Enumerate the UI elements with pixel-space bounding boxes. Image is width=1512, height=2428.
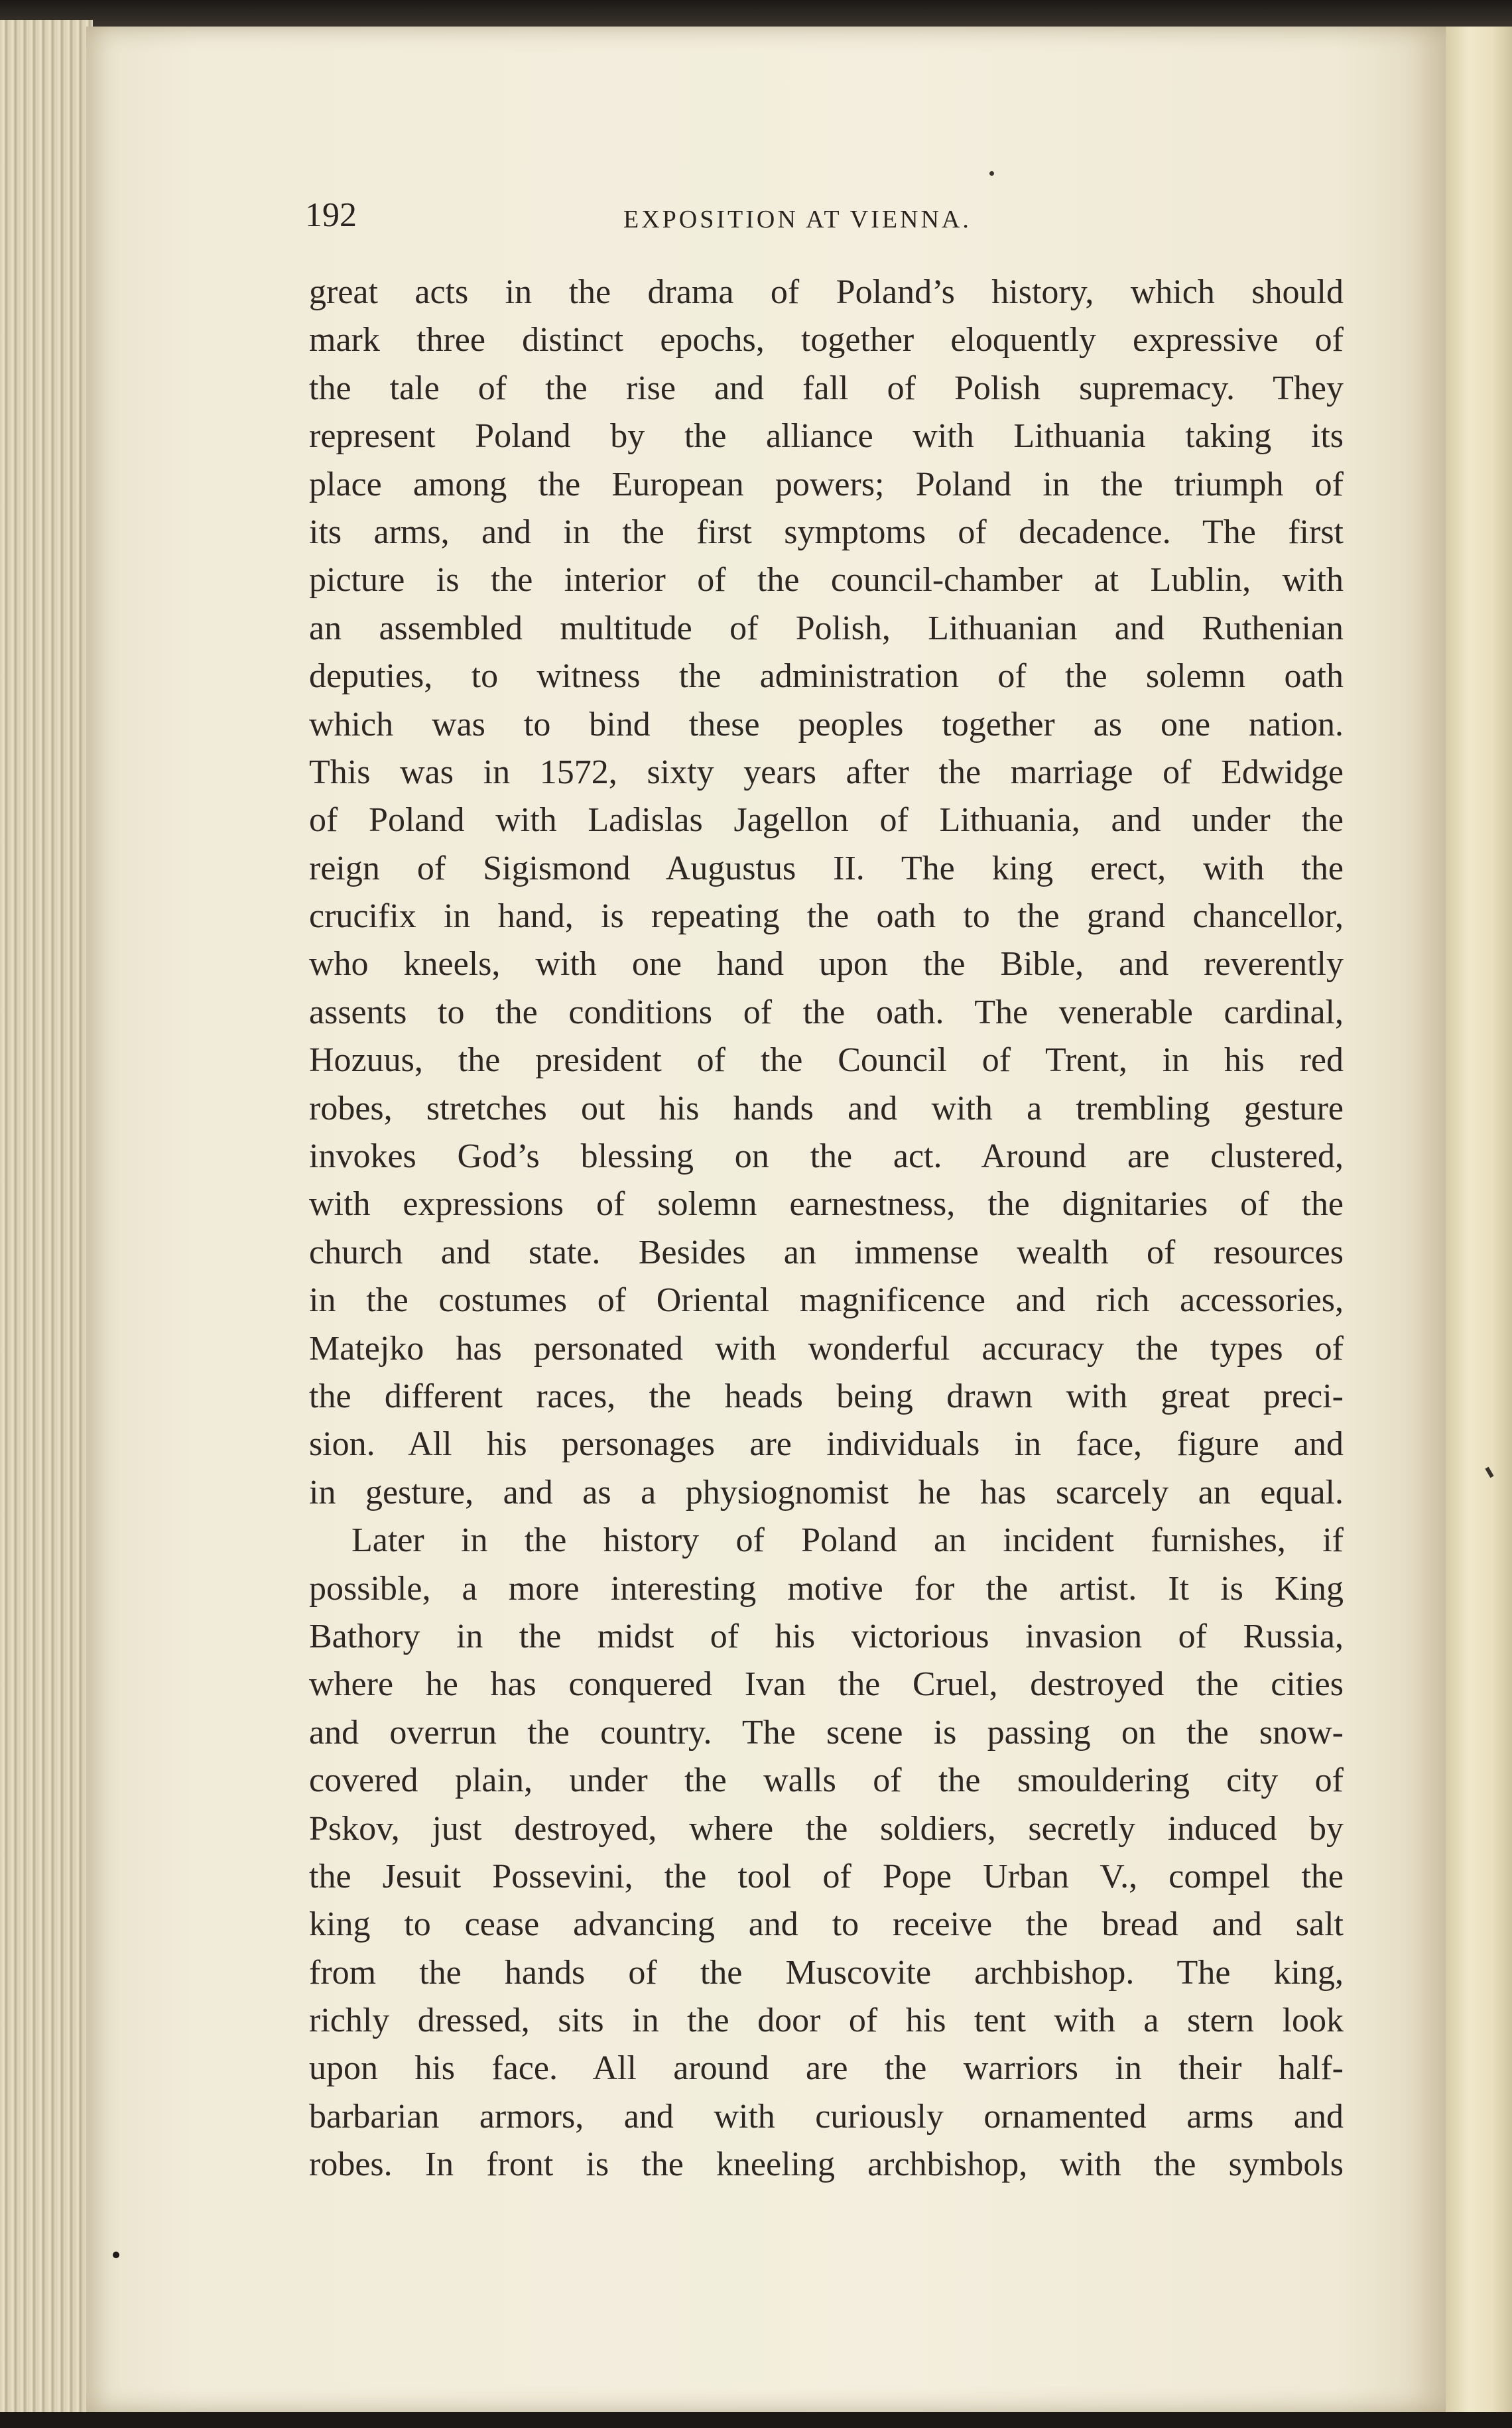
text-line: robes. In front is the kneeling archbishop, with the symbols — [309, 2145, 1344, 2184]
text-line: upon his face. All around are the warriors in their half- — [309, 2049, 1344, 2088]
text-line: possible, a more interesting motive for the artist. It is King — [309, 1569, 1344, 1608]
text-line: and overrun the country. The scene is passing on the snow- — [309, 1713, 1344, 1752]
text-line: which was to bind these peoples together as one nation. — [309, 705, 1344, 743]
text-line: the Jesuit Possevini, the tool of Pope Urban V., compel the — [309, 1857, 1344, 1895]
scan-top-border — [0, 0, 1512, 27]
text-line: where he has conquered Ivan the Cruel, destroyed the cities — [309, 1665, 1344, 1704]
text-line: its arms, and in the first symptoms of decadence. The first — [309, 513, 1344, 551]
running-head: EXPOSITION AT VIENNA. — [623, 206, 972, 233]
text-line: Pskov, just destroyed, where the soldiers, secretly induced by — [309, 1809, 1344, 1848]
text-line: the tale of the rise and fall of Polish supremacy. They — [309, 369, 1344, 407]
text-line: barbarian armors, and with curiously ornamented arms and — [309, 2097, 1344, 2136]
text-line: robes, stretches out his hands and with a trembling gesture — [309, 1089, 1344, 1127]
text-line: represent Poland by the alliance with Lithuania taking its — [309, 417, 1344, 456]
text-line: invokes God’s blessing on the act. Around are clustered, — [309, 1137, 1344, 1176]
page-number: 192 — [305, 196, 357, 234]
text-line: an assembled multitude of Polish, Lithuanian and Ruthenian — [309, 609, 1344, 647]
body-text — [309, 269, 1344, 2189]
text-line: crucifix in hand, is repeating the oath to the grand chancellor, — [309, 897, 1344, 936]
text-line: place among the European powers; Poland in the triumph of — [309, 465, 1344, 503]
text-line: reign of Sigismond Augustus II. The king erect, with the — [309, 849, 1344, 887]
right-page-edge — [1446, 27, 1512, 2412]
text-line: who kneels, with one hand upon the Bible, and reverently — [309, 945, 1344, 984]
left-page-edges — [0, 20, 93, 2414]
text-line: in the costumes of Oriental magnificence and rich accessories, — [309, 1281, 1344, 1320]
text-line: church and state. Besides an immense wealth of resources — [309, 1233, 1344, 1271]
text-line: of Poland with Ladislas Jagellon of Lithuania, and under the — [309, 801, 1344, 840]
scan-bottom-border — [0, 2412, 1512, 2428]
text-line: richly dressed, sits in the door of his tent with a stern look — [309, 2002, 1344, 2040]
text-line: sion. All his personages are individuals in face, figure and — [309, 1425, 1344, 1464]
text-line: king to cease advancing and to receive the bread and salt — [309, 1905, 1344, 1944]
text-line: mark three distinct epochs, together eloquently expressive of — [309, 321, 1344, 359]
text-line: Hozuus, the president of the Council of Trent, in his red — [309, 1041, 1344, 1080]
text-line: with expressions of solemn earnestness, the dignitaries of the — [309, 1185, 1344, 1224]
text-line: assents to the conditions of the oath. The venerable cardinal, — [309, 993, 1344, 1031]
text-line: deputies, to witness the administration of the solemn oath — [309, 657, 1344, 696]
margin-dot — [113, 2252, 119, 2258]
page-header — [305, 196, 1326, 249]
text-line: covered plain, under the walls of the smouldering city of — [309, 1761, 1344, 1800]
text-line: Bathory in the midst of his victorious invasion of Russia, — [309, 1617, 1344, 1655]
text-line: picture is the interior of the council-chamber at Lublin, with — [309, 561, 1344, 600]
text-line: in gesture, and as a physiognomist he has scarcely an equal. — [309, 1473, 1344, 1511]
text-line: This was in 1572, sixty years after the marriage of Edwidge — [309, 753, 1344, 791]
text-line: great acts in the drama of Poland’s history, which should — [309, 273, 1344, 311]
text-line: Matejko has personated with wonderful accuracy the types of — [309, 1329, 1344, 1368]
text-line: the different races, the heads being drawn with great preci- — [309, 1377, 1344, 1415]
paragraph-start-line: Later in the history of Poland an incident furnishes, if — [351, 1521, 1344, 1560]
ink-speck — [989, 171, 994, 176]
text-line: from the hands of the Muscovite archbishop. The king, — [309, 1953, 1344, 1992]
